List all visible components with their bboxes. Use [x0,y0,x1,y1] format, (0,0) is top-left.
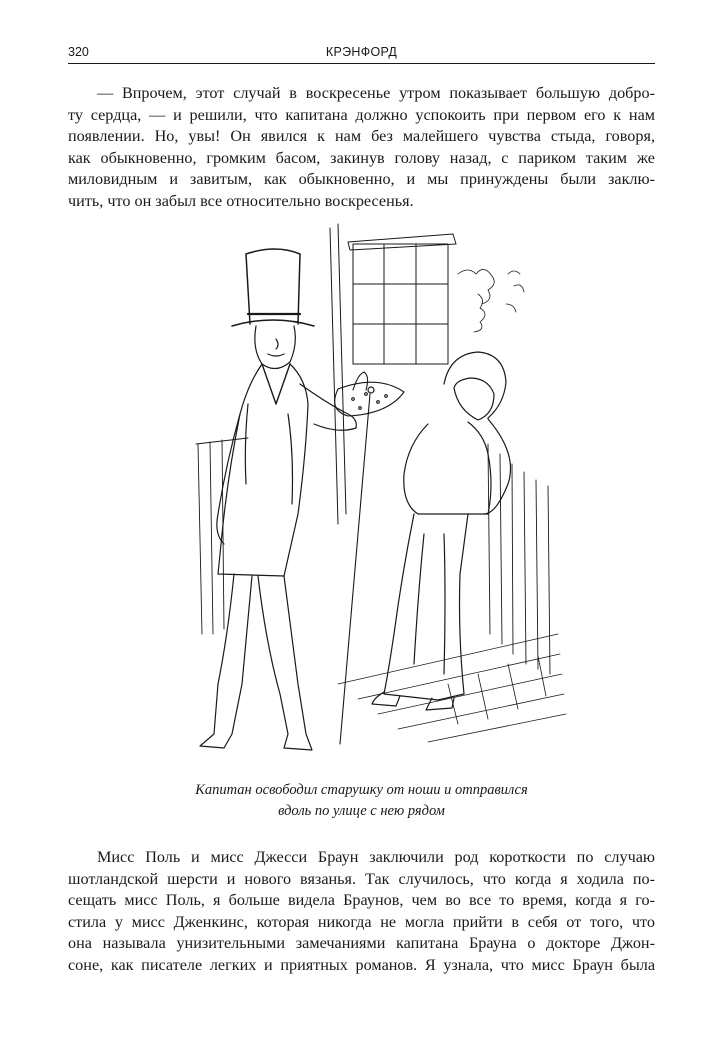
text-line: стила у мисс Дженкинс, которая никогда не могла прийти в себя от того, что [68,912,655,931]
text-line: появлении. Но, увы! Он явился к нам без малейшего чувства стыда, говоря, [68,127,655,145]
fence-background [196,438,550,674]
text-line: чить, что он забыл все относительно воскресенья. [68,191,414,210]
text-line: Мисс Поль и мисс Джесси Браун заключили род короткости по случаю [97,848,655,866]
page-number: 320 [68,45,89,59]
caption-line: вдоль по улице с нею рядом [278,803,445,819]
header-rule [68,63,655,64]
window-frame [330,224,456,524]
running-title: КРЭНФОРД [325,45,398,59]
text-line: ту сердца, — и решили, что капитана должно успокоить при первом его к нам [68,105,655,124]
caption-line: Капитан освободил старушку от ноши и отправился [195,782,528,798]
text-line: миловидным и завитым, как обыкновенно, и мы принуждены были заклю- [68,170,655,188]
foliage [458,269,524,332]
text-line: сещать мисс Поль, я больше видела Браунов, чем во все то время, когда я го- [68,891,655,909]
paragraph-1 [68,83,655,212]
bundle [335,372,404,416]
text-line: как обыкновенно, громким басом, закинув голову назад, с париком таким же [68,148,655,167]
illustration [188,214,568,754]
text-line: она называла унизительными замечаниями капитана Брауна о докторе Джон- [68,934,655,952]
cobblestones [338,634,566,742]
text-line: шотландской шерсти и нового вязанья. Так случилось, что когда я ходила по- [68,869,655,888]
figure-caption [100,780,623,822]
captain-figure [200,249,374,750]
text-line: соне, как писателе легких и приятных романов. Я узнала, что мисс Браун была [68,955,655,974]
text-line: — Впрочем, этот случай в воскресенье утром показывает большую добро- [97,84,655,102]
running-header [68,45,655,61]
lady-figure [372,352,511,710]
paragraph-2 [68,847,655,976]
